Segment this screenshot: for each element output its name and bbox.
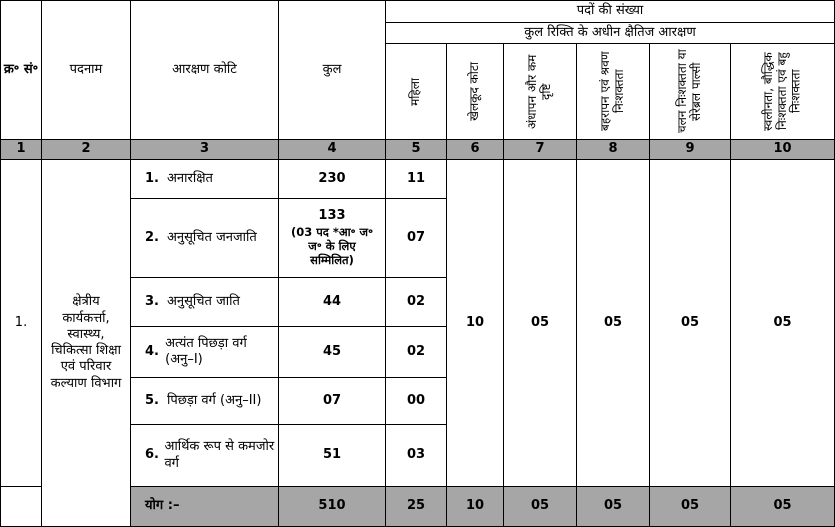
total-row-sports: 10 bbox=[446, 486, 504, 527]
total-cell: 45 bbox=[278, 326, 386, 378]
header-category: आरक्षण कोटि bbox=[130, 0, 279, 140]
col-number: 6 bbox=[446, 139, 504, 160]
col-number: 4 bbox=[278, 139, 386, 160]
locomotor-merged-cell: 05 bbox=[649, 159, 731, 487]
total-cell: 07 bbox=[278, 377, 386, 425]
category-row: 6. आर्थिक रूप से कमजोर वर्ग bbox=[130, 424, 279, 487]
sports-merged-cell: 10 bbox=[446, 159, 504, 487]
women-cell: 03 bbox=[385, 424, 447, 487]
total-row-label: योग :– bbox=[130, 486, 279, 527]
category-row: 4. अत्यंत पिछड़ा वर्ग (अनु–I) bbox=[130, 326, 279, 378]
total-row-total: 510 bbox=[278, 486, 386, 527]
col-number: 8 bbox=[576, 139, 650, 160]
total-row-locomotor: 05 bbox=[649, 486, 731, 527]
header-deaf: बहरापन एवं श्रवण निःशक्तता bbox=[576, 43, 650, 140]
post-name: क्षेत्रीय कार्यकर्त्ता, स्वास्थ्य, चिकित्सा शिक्षा एवं परिवार कल्याण विभाग bbox=[41, 159, 131, 527]
women-cell: 02 bbox=[385, 326, 447, 378]
header-total: कुल bbox=[278, 0, 386, 140]
total-note: (03 पद *आ॰ ज॰ ज॰ के लिए सम्मिलित) bbox=[290, 224, 373, 268]
col-number: 5 bbox=[385, 139, 447, 160]
serial-number: 1. bbox=[0, 159, 42, 487]
header-serial: क्र॰ सं॰ bbox=[0, 0, 42, 140]
total-row-deaf: 05 bbox=[576, 486, 650, 527]
header-post: पदनाम bbox=[41, 0, 131, 140]
women-cell: 07 bbox=[385, 198, 447, 278]
autism-merged-cell: 05 bbox=[730, 159, 835, 487]
header-sports: खेलकूद कोटा bbox=[446, 43, 504, 140]
header-autism: स्वलीनता, बौद्धिक निःशक्तता एवं बहु निःशक्तता bbox=[730, 43, 835, 140]
col-number: 2 bbox=[41, 139, 131, 160]
total-row-autism: 05 bbox=[730, 486, 835, 527]
category-row: 3. अनुसूचित जाति bbox=[130, 277, 279, 327]
header-locomotor: चलन निःशक्तता या सेरेब्रल पाल्सी bbox=[649, 43, 731, 140]
total-row-blind: 05 bbox=[503, 486, 577, 527]
total-cell: 44 bbox=[278, 277, 386, 327]
deaf-merged-cell: 05 bbox=[576, 159, 650, 487]
header-blind: अंधापन और कम दृष्टि bbox=[503, 43, 577, 140]
col-number: 9 bbox=[649, 139, 731, 160]
total-cell: 51 bbox=[278, 424, 386, 487]
total-cell: 133 (03 पद *आ॰ ज॰ ज॰ के लिए सम्मिलित) bbox=[278, 198, 386, 278]
total-row-women: 25 bbox=[385, 486, 447, 527]
col-number: 7 bbox=[503, 139, 577, 160]
col-number: 3 bbox=[130, 139, 279, 160]
header-horizontal: कुल रिक्ति के अधीन क्षैतिज आरक्षण bbox=[385, 22, 835, 44]
category-row: 1. अनारक्षित bbox=[130, 159, 279, 199]
category-row: 2. अनुसूचित जनजाति bbox=[130, 198, 279, 278]
header-women: महिला bbox=[385, 43, 447, 140]
women-cell: 02 bbox=[385, 277, 447, 327]
total-cell: 230 bbox=[278, 159, 386, 199]
serial-blank bbox=[0, 486, 42, 527]
header-posts-count: पदों की संख्या bbox=[385, 0, 835, 23]
col-number: 10 bbox=[730, 139, 835, 160]
col-number: 1 bbox=[0, 139, 42, 160]
women-cell: 00 bbox=[385, 377, 447, 425]
blind-merged-cell: 05 bbox=[503, 159, 577, 487]
category-row: 5. पिछड़ा वर्ग (अनु–II) bbox=[130, 377, 279, 425]
women-cell: 11 bbox=[385, 159, 447, 199]
